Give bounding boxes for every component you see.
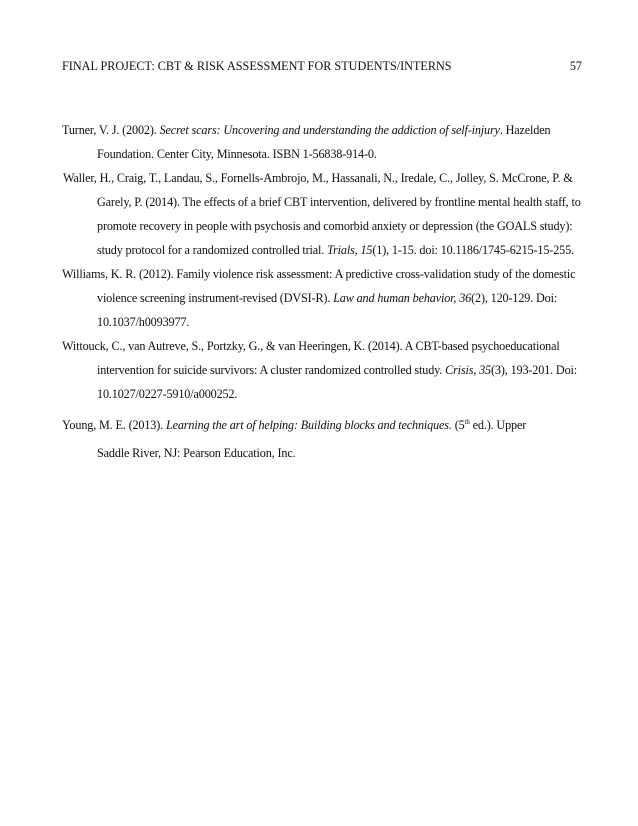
reference-publisher: . Hazelden Foundation. Center City, Minnesota. ISBN 1-56838-914-0. bbox=[97, 123, 551, 161]
reference-author-date: Young, M. E. (2013). bbox=[62, 418, 166, 432]
reference-body: Williams, K. R. (2012). Family violence risk assessment: A predictive cross-validation study of the domestic violence screening instrument-revised (DVSI-R). bbox=[62, 267, 576, 305]
reference-publisher: Saddle River, NJ: Pearson Education, Inc. bbox=[97, 446, 296, 460]
edition-superscript: th bbox=[464, 418, 470, 426]
reference-title: Learning the art of helping: Building blocks and techniques. bbox=[165, 418, 452, 432]
reference-title: Secret scars: Uncovering and understanding the addiction of self-injury bbox=[159, 123, 500, 137]
reference-turner bbox=[62, 118, 584, 166]
reference-journal: Crisis, 35 bbox=[445, 363, 492, 377]
reference-journal: Trials, 15 bbox=[327, 243, 373, 257]
reference-young bbox=[62, 413, 584, 469]
reference-journal: Law and human behavior, 36 bbox=[333, 291, 472, 305]
reference-wittouck bbox=[62, 334, 584, 406]
reference-locator: (3), 193-201. Doi: 10.1027/0227-5910/a000252. bbox=[97, 363, 578, 401]
reference-body: Waller, H., Craig, T., Landau, S., Fornells-Ambrojo, M., Hassanali, N., Iredale, C., Jolley, S. McCrone, P. & Garely, P. (2014). The effects of a brief CBT intervention, delivered by frontline mental health staff, to promote recovery in people with psychosis and comorbid anxiety or depression (the GOALS study): study protocol for a randomized controlled trial. bbox=[63, 171, 581, 257]
running-head: FINAL PROJECT: CBT & RISK ASSESSMENT FOR STUDENTS/INTERNS bbox=[62, 59, 452, 73]
reference-body: Wittouck, C., van Autreve, S., Portzky, G., & van Heeringen, K. (2014). A CBT-based psychoeducational intervention for suicide survivors: A cluster randomized controlled study. bbox=[62, 339, 560, 377]
reference-author-date: Turner, V. J. (2002). bbox=[62, 123, 160, 137]
reference-list bbox=[62, 118, 584, 469]
reference-locator: (2), 120-129. Doi: 10.1037/h0093977. bbox=[97, 291, 558, 329]
reference-williams bbox=[62, 262, 584, 334]
reference-waller bbox=[62, 166, 584, 262]
page-number: 57 bbox=[569, 59, 582, 73]
reference-edition-end: ed.). Upper bbox=[469, 418, 527, 432]
reference-locator: (1), 1-15. doi: 10.1186/1745-6215-15-255. bbox=[372, 243, 574, 257]
reference-edition: (5 bbox=[451, 418, 465, 432]
